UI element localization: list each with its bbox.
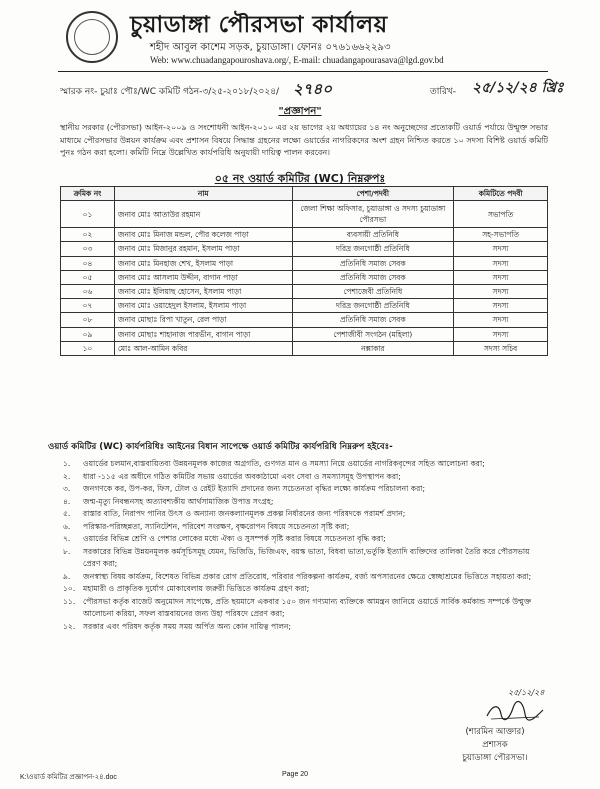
item-number: ৮. <box>63 546 71 556</box>
signatory-office: চুয়াডাঙ্গা পৌরসভা। <box>462 753 528 763</box>
item-text: সরকারের বিভিন্ন উন্নয়নমূলক কর্মসূচিসমূহ যেমন, ভিজিডি, ভিজিএফ, বয়স্ক ভাতা, বিধবা ভাতা,ভর্তুকি ইত্যাদি ব্যক্তিদের তালিকা তৈরি করে পৌরসভায় প্রেরণ করা; <box>83 546 530 568</box>
item-text: ওয়ার্ডের বিভিন্ন শ্রেণি ও পেশার লোকের মধ্যে ঐক্য ও সুসম্পর্ক সৃষ্টি করার বিষয়ে সচেতনতা বৃদ্ধি করা; <box>83 534 386 543</box>
cell-profession: পেশাজেবী প্রতিনিধি <box>292 284 454 298</box>
table-header-row <box>61 187 548 201</box>
cell-role: সদস্য <box>454 327 548 341</box>
col-header-name: নাম <box>114 187 292 201</box>
item-number: ৫. <box>63 509 71 518</box>
item-text: জন্ম-মৃত্যু নিবন্ধনসহ অত্যাবশ্যকীয় আর্থসামাজিক উপাত্ত সংগ্রহ; <box>83 496 274 506</box>
list-item <box>63 533 548 546</box>
item-text: জনস্বাস্থ্য বিষয় কার্যক্রম, বিশেষত বিভিন্ন প্রকার রোগ প্রতিরোধ, পরিবার পরিকল্পনা কার্যক্রম, বর্জ্য অপসারনের ক্ষেত্রে স্বেচ্ছাশ্রমের ভিত্তিতে সহায়তা করা; <box>83 571 532 581</box>
cell-serial: ০৮ <box>61 313 115 327</box>
item-text: ধারা -১১৫ এর অধীনে গঠিত কমিটির সভায় ওয়ার্ডের অবকাঠামো এবং সেবা ও সমস্যাসমূহ উপস্থাপন করা; <box>83 471 401 481</box>
item-number: ১০. <box>63 584 76 593</box>
item-text: পৌরসভা কর্তৃক বাজেট অনুমোদন সাপেক্ষে, প্রতি ছয়মাসে একবার ১৫০ জন গণ্যমান্য ব্যক্তিকে আমন্ত্রন জানিয়ে ওয়ার্ডে সার্বিক কর্মকান্ড সম্পর্কে উন্মুক্ত আলোচনা করিয়া, সফল বাস্তবায়নের জন্য উহা পরিষদে প্রেরণ করা; <box>83 596 532 618</box>
item-number: ৬. <box>63 521 71 531</box>
item-text: রাস্তার বাতি, নিরাপদ পানির উৎস ও অন্যান্য জনকল্যানমূলক প্রকল্প নির্ধারনের জন্য পরিষদকে পরামর্শ প্রদান; <box>83 509 406 518</box>
cell-name: জনাব মোঃ মিনাজ মন্ডল, পৌর কলেজ পাড়া <box>114 228 292 242</box>
cell-role: সহ-সভাপতি <box>454 228 548 242</box>
cell-profession: পেশাজীবী সংগঠন (মহিলা) <box>292 327 454 341</box>
cell-profession: ব্যবসায়ী প্রতিনিধি <box>292 228 454 242</box>
cell-profession: নক্সাকার <box>292 341 454 355</box>
memo-number: স্মারক নং- চুয়াঃ পৌঃ/WC কমিটি গঠন-৩/২৫-২০১৮/২০২৪/ <box>60 87 280 97</box>
list-item <box>63 508 548 521</box>
intro-paragraph: স্থানীয় সরকার (পৌরসভা) আইন-২০০৯ ও সংশোধনী আইন-২০১০ এর ২য় ভাগের ২য় অধ্যায়ের ১৪ নং অনুচ্ছেদের প্রত্যেকটি ওয়ার্ড পর্যায়ে উন্মুক্ত সভার মাধ্যমে পৌরসভার উন্নয়ন কার্যক্রম এবং প্রশাসন বিষয়ে সিদ্ধান্ত গ্রহনের লক্ষ্যে ওয়ার্ডের নাগরিকদের অংশ গ্রহন নিশ্চিত করতে ১০ সদস্য বিশিষ্ট ওয়ার্ড কমিটি পুনঃ গঠন করা হলো। কমিটি নিম্নে উল্লেখিত কার্যপরিধি অনুযায়ী দায়িত্ব পালন করবেন। <box>60 123 548 157</box>
cell-role: সদস্য <box>454 284 548 298</box>
table-row <box>61 341 548 355</box>
list-item <box>63 583 548 596</box>
list-item <box>63 471 548 484</box>
item-number: ৪. <box>63 496 71 506</box>
committee-table <box>60 186 548 356</box>
notice-title: "প্রজ্ঞাপন" <box>278 106 322 117</box>
cell-name: জনাব মোঃ মিনহাজ শেখ, ইসলাম পাড়া <box>114 256 292 270</box>
item-number: ১. <box>63 459 71 468</box>
cell-name: জনাব মোঃ ওয়াহেদুল ইসলাম, ইসলাম পাড়া <box>114 299 292 313</box>
cell-serial: ০৯ <box>61 327 115 341</box>
committee-title: ০৫ নং ওয়ার্ড কমিটির (WC) নিম্নরুপঃ <box>214 172 386 185</box>
table-row <box>61 270 548 284</box>
functions-list <box>63 458 548 633</box>
list-item <box>63 571 548 584</box>
memo-handwritten-number: ২৭৪০ <box>293 80 332 98</box>
cell-serial: ০৩ <box>61 242 115 256</box>
cell-profession: জেলা শিক্ষা অফিসার, চুয়াডাঙ্গা ও সদস্য চুয়াডাঙ্গা পৌরসভা <box>292 201 454 228</box>
table-row <box>61 228 548 242</box>
list-item <box>63 458 548 471</box>
cell-name: জনাব মোঃ আতাউর রহমান <box>114 201 292 228</box>
item-number: ২. <box>63 471 71 481</box>
municipality-seal-icon <box>66 11 118 63</box>
cell-name: জনাব মোঃ আসলাম উদ্দীন, বাগান পাড়া <box>114 270 292 284</box>
cell-name: মোঃ আল-আমিন কবির <box>114 341 292 355</box>
list-item <box>63 483 548 496</box>
table-row <box>61 256 548 270</box>
office-address: শহীদ আবুল কাশেম সড়ক, চুয়াডাঙ্গা। ফোনঃ ০৭৬১৬৬২২৯৩ <box>150 42 391 53</box>
table-row <box>61 299 548 313</box>
table-row <box>61 327 548 341</box>
list-item <box>63 496 548 509</box>
cell-role: সদস্য সচিব <box>454 341 548 355</box>
col-header-role: কমিটিতে পদবী <box>454 187 548 201</box>
list-item <box>63 621 548 634</box>
cell-role: সদস্য <box>454 313 548 327</box>
cell-serial: ০১ <box>61 201 115 228</box>
list-item <box>63 596 548 621</box>
signature-scribble-icon <box>485 700 545 722</box>
header-divider <box>58 71 548 72</box>
cell-role: সদস্য <box>454 270 548 284</box>
cell-name: জনাব মোছাঃ রিপা খাতুন, রেল পাড়া <box>114 313 292 327</box>
table-row <box>61 242 548 256</box>
table-row <box>61 284 548 298</box>
cell-serial: ০৬ <box>61 284 115 298</box>
signature-date: ২৫/১২/২৪ <box>508 688 545 697</box>
cell-serial: ০২ <box>61 228 115 242</box>
list-item <box>63 546 548 571</box>
item-text: জনগণকে কর, উপ-কর, ফিস, টোল ও রেইট ইত্যাদি প্রদানের জন্য সচেতনতা বৃদ্ধির লক্ষ্যে কার্যক্রম পরিচালনা করা; <box>83 484 426 493</box>
item-number: ১২. <box>63 621 76 631</box>
cell-role: সদস্য <box>454 299 548 313</box>
item-text: পরিস্কার-পরিচ্ছন্নতা, স্যানিটেশন, পরিবেশ সংরক্ষণ, বৃক্ষরোপন বিষয়ে সচেতনতা সৃষ্টি করা; <box>83 521 350 531</box>
col-header-serial: ক্রমিক নং <box>61 187 115 201</box>
cell-profession: প্রতিনিধি সমাজ সেবক <box>292 256 454 270</box>
cell-name: জনাব মোছাঃ শাহানাজ পারভীন, বাগান পাড়া <box>114 327 292 341</box>
cell-name: জনাব মোঃ মিজানুর রহমান, ইসলাম পাড়া <box>114 242 292 256</box>
cell-profession: দরিদ্র জনগোষ্ঠী প্রতিনিধি <box>292 299 454 313</box>
cell-role: সদস্য <box>454 242 548 256</box>
cell-role: সদস্য <box>454 256 548 270</box>
list-item <box>63 521 548 534</box>
office-web-email: Web: www.chuadangapouroshava.org/, E-mail: chuadangapourasava@lgd.gov.bd <box>150 55 444 65</box>
cell-serial: ০৭ <box>61 299 115 313</box>
handwritten-date: ২৫/১২/২৪ খ্রিঃ <box>472 80 564 96</box>
functions-heading: ওয়ার্ড কমিটির (WC) কার্যপরিধিঃ আইনের বিধান সাপেক্ষে ওয়ার্ড কমিটির কার্যপরিধি নিম্নরুপ হইবেঃ- <box>48 442 393 452</box>
table-row <box>61 201 548 228</box>
cell-profession: প্রতিনিধি সমাজ সেবক <box>292 270 454 284</box>
cell-profession: প্রতিনিধি সমাজ সেবক <box>292 313 454 327</box>
cell-serial: ১০ <box>61 341 115 355</box>
item-number: ৯. <box>63 571 71 581</box>
office-title: চুয়াডাঙ্গা পৌরসভা কার্যালয় <box>130 12 388 38</box>
footer-page-number: Page 20 <box>282 771 309 778</box>
item-number: ৩. <box>63 484 71 493</box>
item-text: সরকার এবং পরিষদ কর্তৃক সময় সময় অর্পিত অন্য কোন দায়িত্ব পালন; <box>83 621 292 631</box>
cell-name: জনাব মোঃ ইলিয়াছ হোসেন, ইসলাম পাড়া <box>114 284 292 298</box>
signatory-name: (শারমিন আক্তার) <box>465 727 525 737</box>
cell-profession: দরিদ্র জনগোষ্ঠী প্রতিনিধি <box>292 242 454 256</box>
cell-serial: ০৪ <box>61 256 115 270</box>
cell-role: সভাপতি <box>454 201 548 228</box>
date-label: তারিখ- <box>430 87 457 97</box>
cell-serial: ০৫ <box>61 270 115 284</box>
item-text: ওয়ার্ডের চলমান,বাস্তবায়িতব্য উন্নয়নমূলক কাজের অগ্রগতি, গুণগত মান ও সমস্যা নিয়ে ওয়ার্ডের নাগরিকবৃন্দের সহিত আলোচনা করা; <box>83 459 485 468</box>
item-number: ১১. <box>63 596 76 606</box>
col-header-profession: পেশা/পদবী <box>292 187 454 201</box>
signatory-title: প্রশাসক <box>482 740 508 750</box>
item-text: মহামারী ও প্রাকৃতিক দুর্যোগ মোকাবেলায় জরুরী ভিত্তিতে কার্যক্রম গ্রহণ করা; <box>83 584 310 593</box>
footer-file-path: K:\ওয়ার্ড কমিটির প্রজ্ঞাপন-২৪.doc <box>20 774 117 781</box>
table-row <box>61 313 548 327</box>
item-number: ৭. <box>63 534 71 543</box>
